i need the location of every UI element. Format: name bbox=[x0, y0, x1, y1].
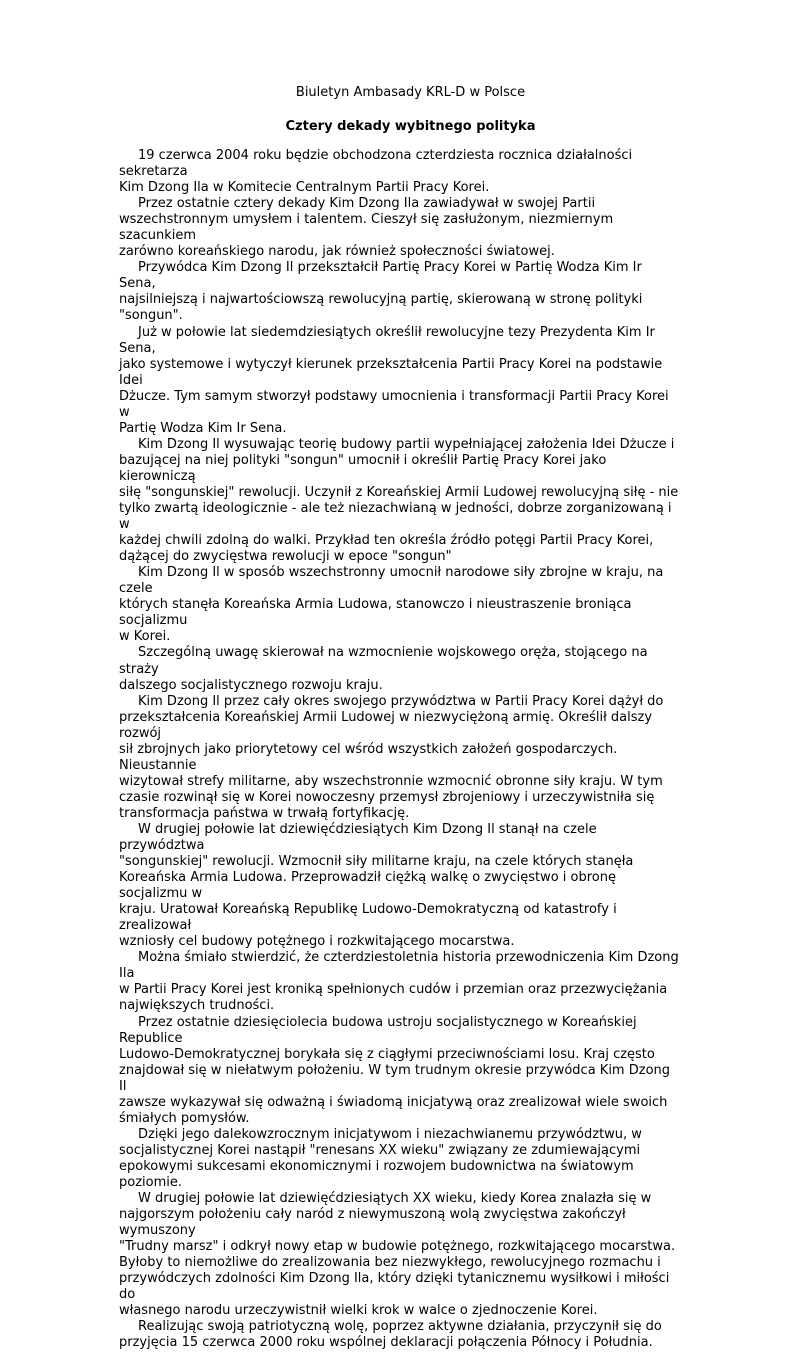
paragraph: Kim Dzong Il przez cały okres swojego przywództwa w Partii Pracy Korei dążył do przekształcenia Koreańskiej Armii Ludowej w niezwyciężoną armię. Określił dalszy rozwój sił zbrojnych jako priorytetowy cel wśród wszystkich założeń gospodarczych. Nieustannie wizytował strefy militarne, aby wszechstronnie wzmocnić obronne siły kraju. W tym czasie rozwinął się w Korei nowoczesny przemysł zbrojeniowy i urzeczywistniła się transformacja państwa w trwałą fortyfikację. bbox=[119, 693, 664, 821]
paragraph: Szczególną uwagę skierował na wzmocnienie wojskowego oręża, stojącego na straży dalszego socjalistycznego rozwoju kraju. bbox=[119, 645, 648, 693]
paragraph: Kim Dzong Il w sposób wszechstronny umocnił narodowe siły zbrojne w kraju, na czele których stanęła Koreańska Armia Ludowa, stanowczo i nieustraszenie broniąca socjalizmu w Korei. bbox=[119, 565, 664, 645]
paragraph: Realizując swoją patriotyczną wolę, poprzez aktywne działania, przyczynił się do przyjęcia 15 czerwca 2000 roku wspólnej deklaracji połączenia Północy i Południa. bbox=[119, 1319, 662, 1351]
paragraph: 19 czerwca 2004 roku będzie obchodzona czterdziesta rocznica działalności sekretarza Kim Dzong Ila w Komitecie Centralnym Partii Pracy Korei. bbox=[119, 148, 633, 196]
bulletin-header: Biuletyn Ambasady KRL-D w Polsce bbox=[295, 85, 526, 100]
paragraph: Kim Dzong Il wysuwając teorię budowy partii wypełniającej założenia Idei Dżucze i bazującej na niej polityki "songun" umocnił i określił Partię Pracy Korei jako kierowniczą siłę "songunskiej" rewolucji. Uczynił z Koreańskiej Armii Ludowej rewolucyjną siłę - nie tylko zwartą ideologicznie - ale też niezachwianą w jedności, dobrze zorganizowaną i w każdej chwili zdolną do walki. Przykład ten określa źródło potęgi Partii Pracy Korei, dążącej do zwycięstwa rewolucji w epoce "songun" bbox=[119, 436, 679, 565]
paragraph: Przywódca Kim Dzong Il przekształcił Partię Pracy Korei w Partię Wodza Kim Ir Sena, najsilniejszą i najwartościowszą rewolucyjną partię, skierowaną w stronę polityki "songun". bbox=[119, 260, 643, 324]
paragraph: W drugiej połowie lat dziewięćdziesiątych Kim Dzong Il stanął na czele przywództwa "songunskiej" rewolucji. Wzmocnił siły militarne kraju, na czele których stanęła Koreańska Armia Ludowa. Przeprowadził ciężką walkę o zwycięstwo i obronę socjalizmu w kraju. Uratował Koreańską Republikę Ludowo-Demokratyczną od katastrofy i zrealizował wzniosły cel budowy potężnego i rozkwitającego mocarstwa. bbox=[119, 821, 634, 950]
article-title: Cztery dekady wybitnego polityka bbox=[285, 119, 536, 134]
paragraph: Przez ostatnie dziesięciolecia budowa ustroju socjalistycznego w Koreańskiej Republice Ludowo-Demokratycznej borykała się z ciągłymi przeciwnościami losu. Kraj często znajdował się w niełatwym położeniu. W tym trudnym okresie przywódca Kim Dzong Il zawsze wykazywał się odważną i świadomą inicjatywą oraz zrealizował wiele swoich śmiałych pomysłów. bbox=[119, 1014, 671, 1126]
paragraph: W drugiej połowie lat dziewięćdziesiątych XX wieku, kiedy Korea znalazła się w najgorszym położeniu cały naród z niewymuszoną wolą zwycięstwa zakończył wymuszony "Trudny marsz" i odkrył nowy etap w budowie potężnego, rozkwitającego mocarstwa. Byłoby to niemożliwe do zrealizowania bez niezwykłego, rewolucyjnego rozmachu i przywódczych zdolności Kim Dzong Ila, który dzięki tytanicznemu wysiłkowi i miłości do własnego narodu urzeczywistnił wielki krok w walce o zjednoczenie Korei. bbox=[119, 1191, 676, 1319]
article-body bbox=[119, 148, 679, 1352]
paragraph: Dzięki jego dalekowzrocznym inicjatywom i niezachwianemu przywództwu, w socjalistycznej Korei nastąpił "renesans XX wieku" związany ze zdumiewającymi epokowymi sukcesami ekonomicznymi i rozwojem budownictwa na światowym poziomie. bbox=[119, 1126, 642, 1190]
paragraph: Można śmiało stwierdzić, że czterdziestoletnia historia przewodniczenia Kim Dzong Ila w Partii Pracy Korei jest kroniką spełnionych cudów i przemian oraz przezwyciężania największych trudności. bbox=[119, 950, 679, 1014]
paragraph: Przez ostatnie cztery dekady Kim Dzong Ila zawiadywał w swojej Partii wszechstronnym umysłem i talentem. Cieszył się zasłużonym, niezmiernym szacunkiem zarówno koreańskiego narodu, jak również społeczności światowej. bbox=[119, 196, 614, 260]
paragraph: Już w połowie lat siedemdziesiątych określił rewolucyjne tezy Prezydenta Kim Ir Sena, jako systemowe i wytyczył kierunek przekształcenia Partii Pracy Korei na podstawie Idei Dżucze. Tym samym stworzył podstawy umocnienia i transformacji Partii Pracy Korei w Partię Wodza Kim Ir Sena. bbox=[119, 324, 669, 436]
